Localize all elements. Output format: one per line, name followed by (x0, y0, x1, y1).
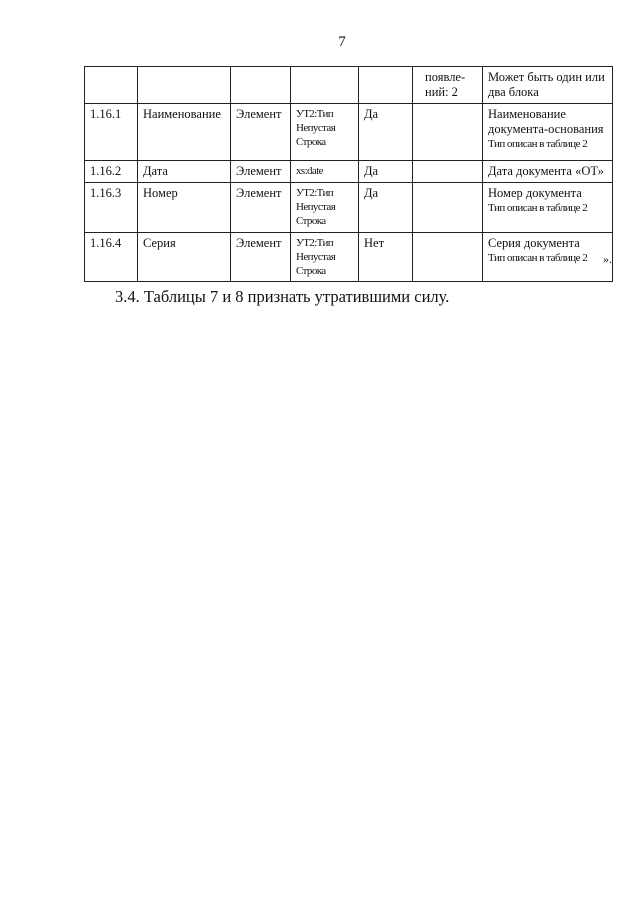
cell-type: УТ2:Тип Непустая Строка (291, 104, 359, 161)
cell-required: Да (359, 183, 413, 233)
cell-count (413, 161, 483, 183)
cell-count (413, 233, 483, 282)
cell-name: Номер (138, 183, 231, 233)
cell-kind: Элемент (231, 104, 291, 161)
description-text: Серия документа (488, 236, 580, 250)
table-cell-description: Может быть один или два блока (483, 67, 613, 104)
cell-name: Наименование (138, 104, 231, 161)
document-table (84, 66, 613, 282)
body-paragraph: 3.4. Таблицы 7 и 8 признать утратившими силу. (115, 287, 450, 306)
cell-type: УТ2:Тип Непустая Строка (291, 233, 359, 282)
cell-id: 1.16.3 (85, 183, 138, 233)
cell-kind: Элемент (231, 233, 291, 282)
cell-id: 1.16.4 (85, 233, 138, 282)
cell-type: УТ2:Тип Непустая Строка (291, 183, 359, 233)
description-text: Дата документа «ОТ» (488, 164, 604, 178)
cell-description (483, 104, 613, 161)
cell-description (483, 161, 613, 183)
cell-name: Дата (138, 161, 231, 183)
cell-required: Да (359, 161, 413, 183)
cell-id: 1.16.2 (85, 161, 138, 183)
cell-required: Да (359, 104, 413, 161)
table-cell (85, 67, 138, 104)
description-note: Тип описан в таблице 2 (488, 202, 588, 214)
cell-description (483, 183, 613, 233)
table-row (85, 183, 613, 233)
table-row (85, 161, 613, 183)
table-cell (291, 67, 359, 104)
cell-name: Серия (138, 233, 231, 282)
description-text: Номер документа (488, 186, 582, 200)
description-note: Тип описан в таблице 2 (488, 138, 588, 150)
cell-kind: Элемент (231, 161, 291, 183)
table-cell (138, 67, 231, 104)
page-number: 7 (338, 34, 346, 50)
description-note: Тип описан в таблице 2 (488, 252, 588, 264)
cell-count (413, 183, 483, 233)
cell-type: xs:date (291, 161, 359, 183)
cell-required: Нет (359, 233, 413, 282)
table-row (85, 104, 613, 161)
cell-description (483, 233, 613, 282)
table-row (85, 233, 613, 282)
table-cell (231, 67, 291, 104)
cell-count (413, 104, 483, 161)
description-text: Наименование документа-основания (488, 107, 604, 136)
cell-kind: Элемент (231, 183, 291, 233)
table-cell-occurrences: появле- ний: 2 (413, 67, 483, 104)
table-cell (359, 67, 413, 104)
cell-id: 1.16.1 (85, 104, 138, 161)
table-row-continuation (85, 67, 613, 104)
table-closing-quote: ». (603, 252, 612, 266)
